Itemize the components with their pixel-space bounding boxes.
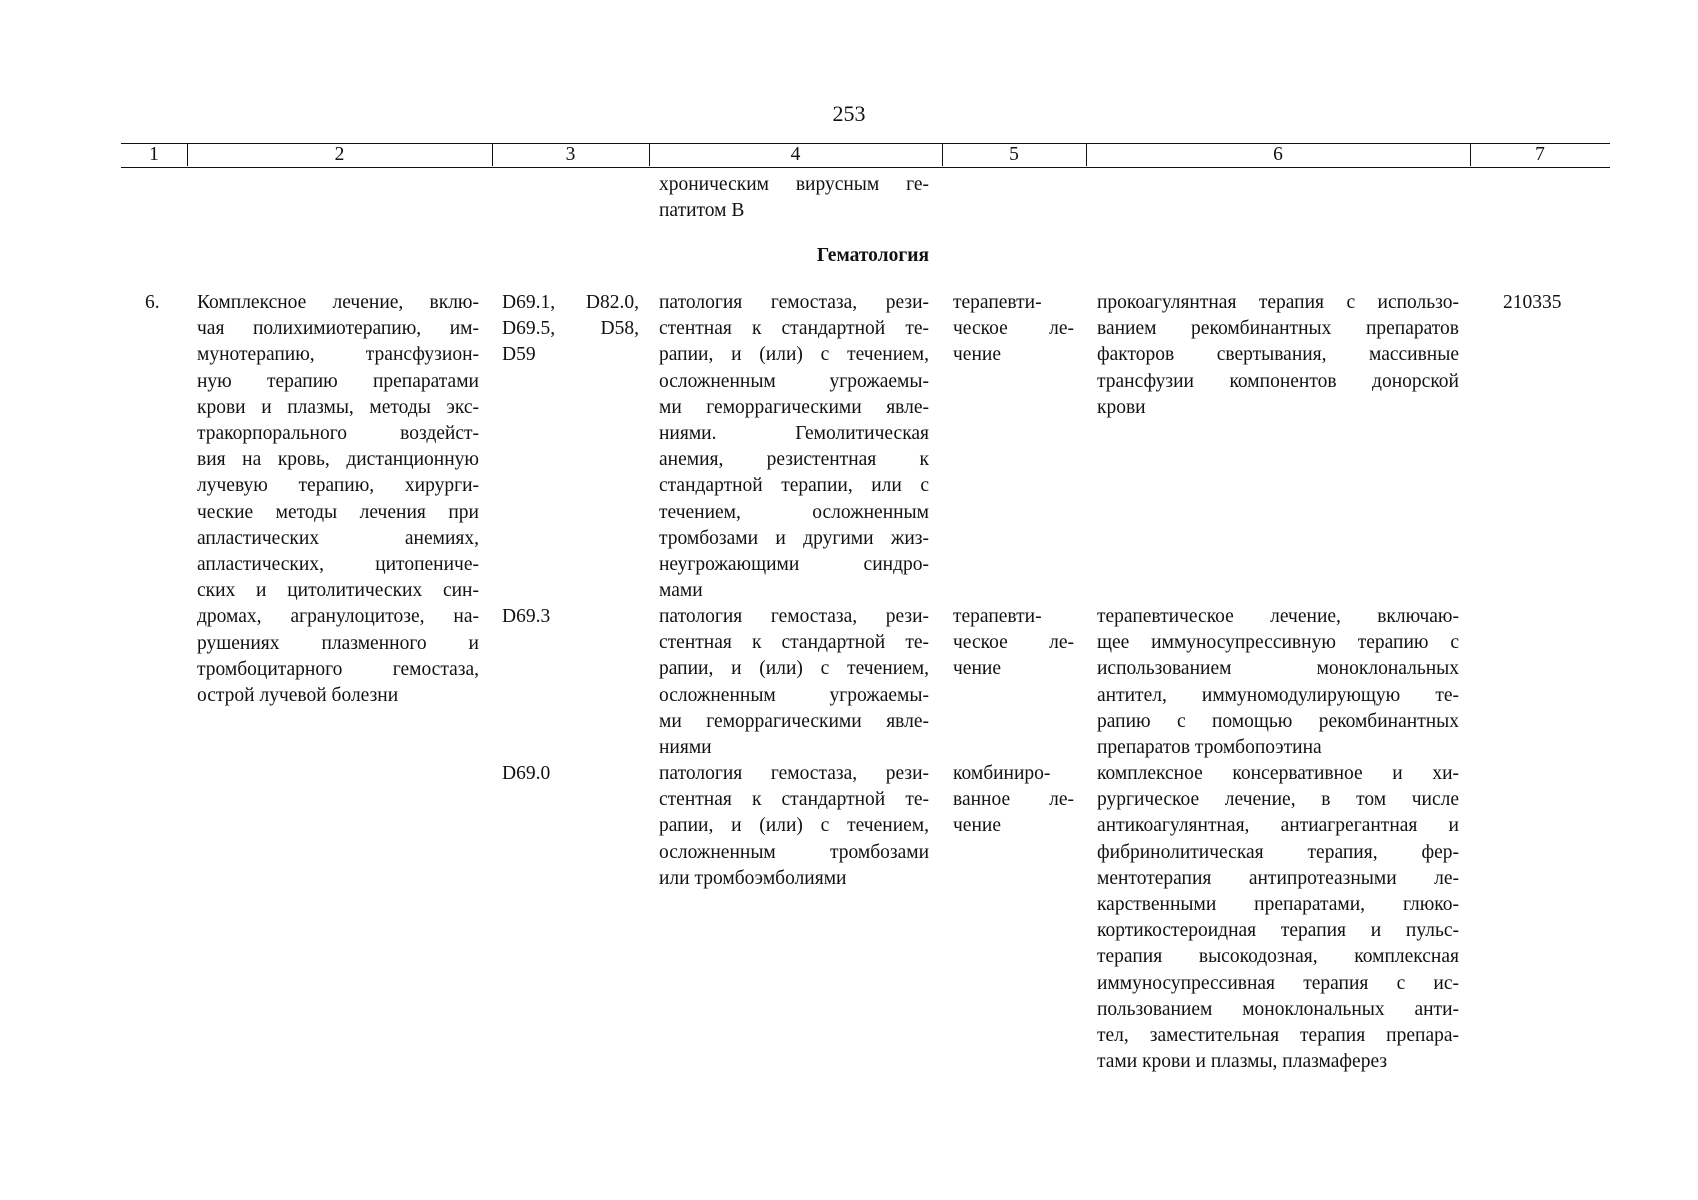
- patient-model: патология гемостаза, рези- стентная к стандартной те- рапии, и (или) с течением, осложненным тромбозами или тромбоэмболиями: [659, 763, 929, 889]
- header-col-4: 4: [790, 144, 801, 165]
- header-col-2: 2: [334, 144, 345, 165]
- treatment-method: прокоагулянтная терапия с использо- ванием рекомбинантных препаратов факторов свертывания, массивные трансфузии компонентов донорской крови: [1097, 292, 1459, 418]
- page-number: 253: [832, 101, 866, 126]
- norm-code: 210335: [1503, 292, 1562, 313]
- procedure-name: Комплексное лечение, вклю- чая полихимиотерапию, им- мунотерапию, трансфузион- ную терапию препаратами крови и плазмы, методы экс- тракорпорального воздейст- вия на кровь, дистанционную лучевую терапию, хирурги- ческие методы лечения при апластических анемиях, апластических, цитопениче- ских и цитолитических син- дромах, агранулоцитозе, на- рушениях плазменного и тромбоцитарного гемостаза, острой лучевой болезни: [197, 292, 479, 707]
- mkb-codes: D69.0: [502, 763, 551, 784]
- treatment-method: комплексное консервативное и хи- рургическое лечение, в том числе антикоагулянтная, антиагрегантная и фибринолитическая терапия, фер- ментотерапия антипротеазными ле- карственными препаратами, глюко- кортикостероидная терапия и пульс- терапия высокодозная, комплексная иммуносупрессивная терапия с ис- пользованием моноклональных анти- тел, заместительная терапия препара- тами крови и плазмы, плазмаферез: [1097, 763, 1459, 1073]
- header-col-5: 5: [1009, 144, 1019, 165]
- mkb-codes: D69.3: [502, 606, 551, 627]
- row-number: 6.: [145, 292, 160, 313]
- treatment-method: терапевтическое лечение, включаю- щее иммуносупрессивную терапию с использованием моноклональных антител, иммуномодулирующую те- рапию с помощью рекомбинантных препаратов тромбопоэтина: [1097, 606, 1459, 759]
- patient-model: патология гемостаза, рези- стентная к стандартной те- рапии, и (или) с течением, осложненным угрожаемы- ми геморрагическими явле- ниями. Гемолитическая анемия, резистентная к стандартной терапии, или с течением, осложненным тромбозами и другими жиз- неугрожающими синдро- мами: [659, 292, 929, 602]
- treatment-type: терапевти- ческое ле- чение: [953, 292, 1074, 366]
- header-col-6: 6: [1273, 144, 1283, 165]
- table-header: [121, 143, 1610, 168]
- header-col-3: 3: [565, 144, 576, 165]
- section-title: Гематология: [816, 245, 929, 266]
- header-col-7: 7: [1535, 144, 1545, 165]
- continuation-text: хроническим вирусным ге- патитом В: [659, 174, 929, 222]
- treatment-type: комбиниро- ванное ле- чение: [953, 763, 1074, 837]
- patient-model: патология гемостаза, рези- стентная к стандартной те- рапии, и (или) с течением, осложненным угрожаемы- ми геморрагическими явле- ниями: [659, 606, 929, 759]
- mkb-codes: D69.1, D82.0, D69.5, D58, D59: [502, 292, 639, 366]
- header-col-1: 1: [149, 144, 159, 165]
- treatment-type: терапевти- ческое ле- чение: [953, 606, 1074, 680]
